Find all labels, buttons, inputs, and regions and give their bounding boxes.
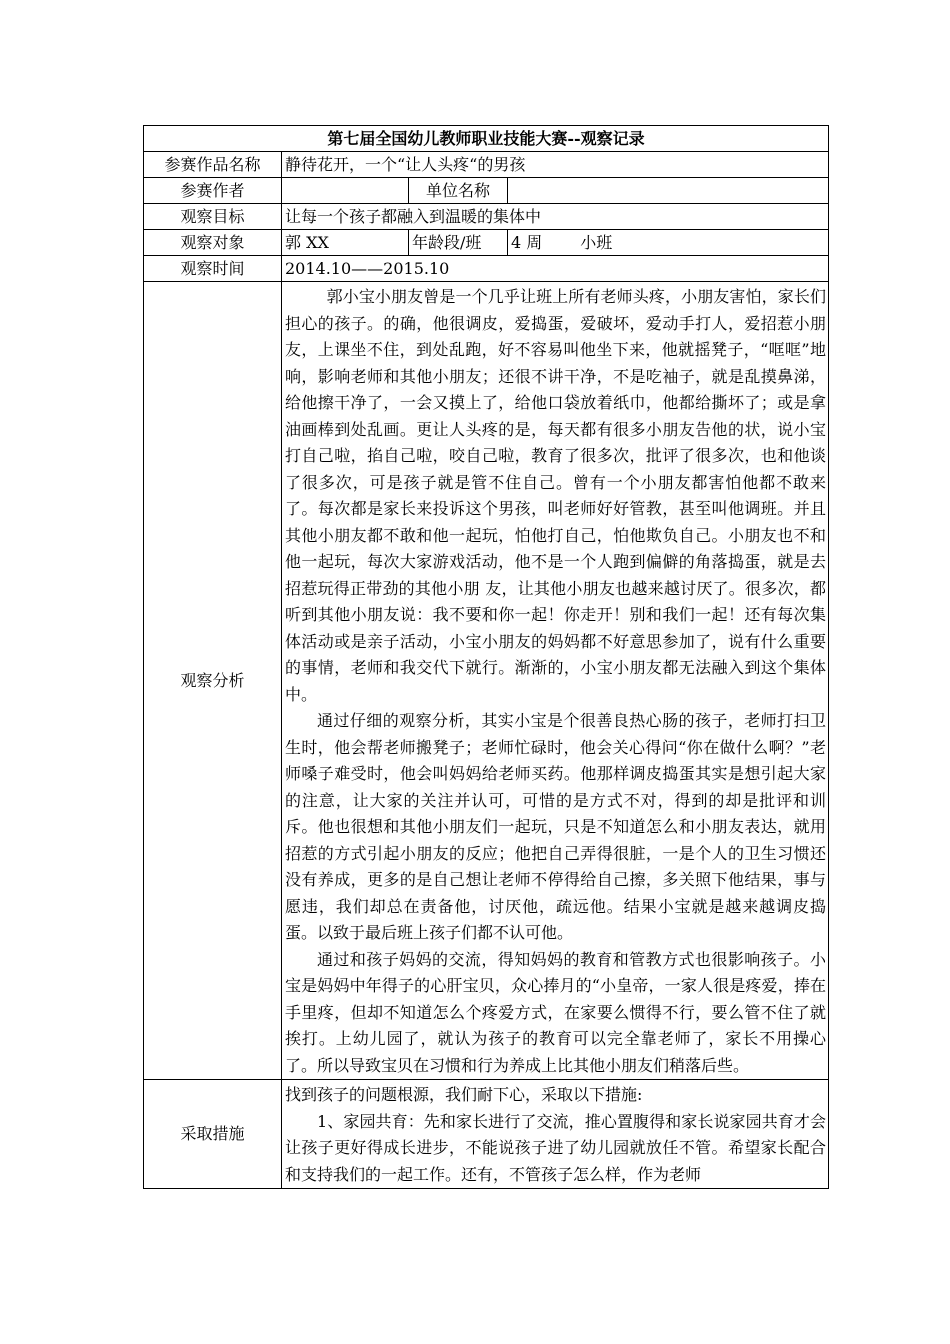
measures-label: 采取措施	[144, 1080, 282, 1189]
measures-row	[144, 1080, 829, 1189]
measures-item-1: 1、家园共育：先和家长进行了交流，推心置腹得和家长说家园共育才会让孩子更好得成长进步，不能说孩子进了幼儿园就放任不管。希望家长配合和支持我们的一起工作。还有，不管孩子怎么样，作为老师	[285, 1111, 826, 1184]
subject-value: 郭 XX	[282, 230, 409, 256]
age-class-label: 年龄段/班	[409, 230, 508, 256]
analysis-label: 观察分析	[144, 282, 282, 1080]
age-value: 4 周	[511, 232, 543, 252]
observation-record-table	[143, 125, 829, 1189]
analysis-paragraph-1: 郭小宝小朋友曾是一个几乎让班上所有老师头疼，小朋友害怕，家长们担心的孩子。的确，他很调皮，爱捣蛋，爱破坏，爱动手打人，爱招惹小朋友，上课坐不住，到处乱跑，好不容易叫他坐下来，他就摇凳子，“哐哐”地响，影响老师和其他小朋友；还很不讲干净，不是吃袖子，就是乱摸鼻涕，给他擦干净了，一会又摸上了，给他口袋放着纸巾，他都给撕坏了；或是拿油画棒到处乱画。更让人头疼的是，每天都有很多小朋友告他的状，说小宝打自己啦，掐自己啦，咬自己啦，教育了很多次，批评了很多次，也和他谈了很多次，可是孩子就是管不住自己。曾有一个小朋友都害怕他都不敢来了。每次都是家长来投诉这个男孩，叫老师好好管教，甚至叫他调班。并且其他小朋友都不敢和他一起玩，怕他打自己，怕他欺负自己。小朋友也不和他一起玩，每次大家游戏活动，他不是一个人跑到偏僻的角落捣蛋，就是去招惹玩得正带劲的其他小朋 友，让其他小朋友也越来越讨厌了。很多次，都听到其他小朋友说：我不要和你一起！你走开！别和我们一起！还有每次集体活动或是亲子活动，小宝小朋友的妈妈都不好意思参加了，说有什么重要的事情，老师和我交代下就行。渐渐的，小宝小朋友都无法融入到这个集体中。	[285, 287, 826, 704]
class-value: 小班	[580, 232, 613, 252]
measures-content	[282, 1080, 829, 1189]
author-row	[144, 178, 829, 204]
subject-row	[144, 230, 829, 256]
time-row	[144, 256, 829, 282]
observation-record-sheet	[143, 125, 828, 1189]
analysis-paragraph-3: 通过和孩子妈妈的交流，得知妈妈的教育和管教方式也很影响孩子。小宝是妈妈中年得子的心肝宝贝，众心捧月的“小皇帝，一家人很是疼爱，捧在手里疼，但却不知道怎么个疼爱方式，在家要么惯得不行，要么管不住了就挨打。上幼儿园了，就认为孩子的教育可以完全靠老师了，家长不用操心了。所以导致宝贝在习惯和行为养成上比其他小朋友们稍落后些。	[285, 949, 826, 1075]
goal-label: 观察目标	[144, 204, 282, 230]
work-name-value: 静待花开，一个“让人头疼“的男孩	[282, 152, 829, 178]
measures-intro: 找到孩子的问题根源，我们耐下心，采取以下措施:	[285, 1085, 643, 1104]
goal-value: 让每一个孩子都融入到温暖的集体中	[282, 204, 829, 230]
analysis-row	[144, 282, 829, 1080]
document-title: 第七届全国幼儿教师职业技能大赛--观察记录	[144, 126, 829, 152]
time-value: 2014.10——2015.10	[282, 256, 829, 282]
unit-value	[508, 178, 829, 204]
unit-label: 单位名称	[409, 178, 508, 204]
analysis-paragraph-2: 通过仔细的观察分析，其实小宝是个很善良热心肠的孩子，老师打扫卫生时，他会帮老师搬凳子；老师忙碌时，他会关心得问“你在做什么啊？”老师嗓子难受时，他会叫妈妈给老师买药。他那样调皮捣蛋其实是想引起大家的注意，让大家的关注并认可，可惜的是方式不对，得到的却是批评和训斥。他也很想和其他小朋友们一起玩，只是不知道怎么和小朋友表达，就用招惹的方式引起小朋友的反应；他把自己弄得很脏，一是个人的卫生习惯还没有养成，更多的是自己想让老师不停得给自己擦，多关照下他结果，事与愿违，我们却总在责备他，讨厌他，疏远他。结果小宝就是越来越调皮捣蛋。以致于最后班上孩子们都不认可他。	[285, 711, 826, 942]
author-label: 参赛作者	[144, 178, 282, 204]
subject-label: 观察对象	[144, 230, 282, 256]
work-name-label: 参赛作品名称	[144, 152, 282, 178]
analysis-content	[282, 282, 829, 1080]
time-label: 观察时间	[144, 256, 282, 282]
author-value	[282, 178, 409, 204]
title-row	[144, 126, 829, 152]
goal-row	[144, 204, 829, 230]
work-name-row	[144, 152, 829, 178]
age-class-value	[508, 230, 829, 256]
